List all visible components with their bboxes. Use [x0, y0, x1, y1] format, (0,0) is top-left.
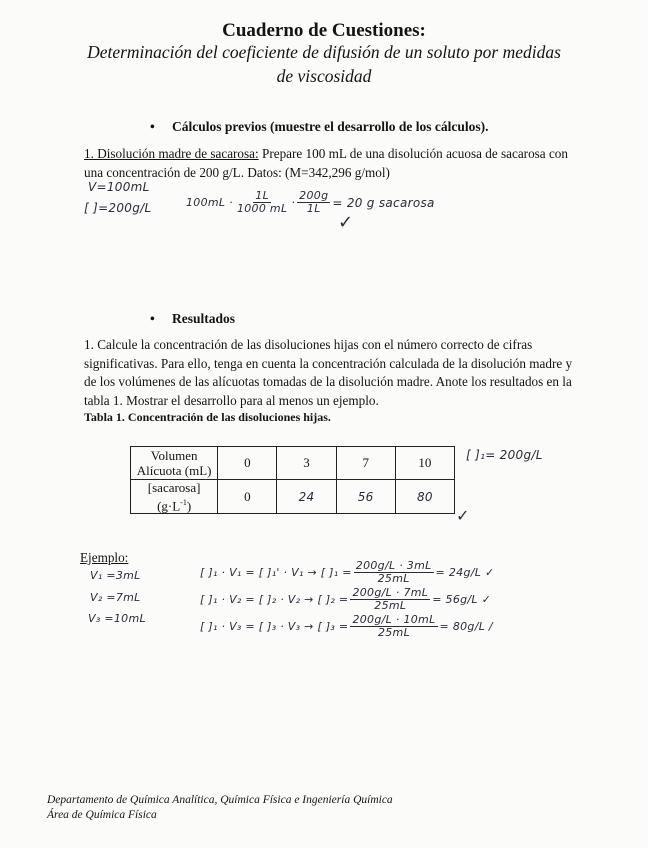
ejemplo-equation-2: [200, 587, 491, 612]
table-header-concentration: [131, 480, 218, 514]
hw-dot: ·: [291, 196, 296, 209]
bullet-icon: •: [150, 311, 155, 326]
item-text-2: una concentración de 200 g/L. Datos: (M=342,296 g/mol): [84, 164, 390, 180]
item-text-1: Prepare 100 mL de una disolución acuosa de sacarosa con: [258, 146, 568, 161]
check-icon: ✓: [338, 212, 354, 233]
eq2-fraction: [350, 587, 430, 612]
eq3-den: 25mL: [377, 626, 410, 639]
table-cell: 0: [218, 480, 277, 514]
table-header-concentration-end: ): [186, 498, 192, 514]
table-header-concentration-line-2: [131, 495, 217, 513]
item-disolucion-madre: [84, 145, 568, 182]
table-cell: 10: [395, 447, 454, 480]
section-heading-calculos-text: Cálculos previos (muestre el desarrollo de los cálculos).: [172, 119, 489, 134]
eq1-den: 25mL: [377, 572, 410, 585]
eq1-lead: [ ]₁ · V₁ = [ ]₁' · V₁ → [ ]₁ =: [200, 566, 352, 579]
table-header-concentration-exponent: -1: [180, 498, 187, 507]
hw-volume: V=100mL: [88, 180, 150, 194]
ejemplo-equation-1: [200, 560, 494, 585]
eq3-num: 200g/L · 10mL: [352, 613, 436, 626]
resultados-line-1: 1. Calcule la concentración de las disoluciones hijas con el número correcto de cifras: [84, 337, 533, 352]
table-row: [131, 480, 455, 514]
eq3-result: = 80g/L /: [439, 620, 493, 633]
page-subtitle: [40, 40, 608, 88]
resultados-line-4: tabla 1. Mostrar el desarrollo para al menos un ejemplo.: [84, 392, 379, 408]
table-side-note: [ ]₁= 200g/L: [466, 448, 543, 462]
resultados-line-2: significativas. Para ello, tenga en cuenta la concentración calculada de la disolución madre y: [84, 355, 573, 371]
ejemplo-volume: V₂ =7mL: [90, 591, 141, 604]
hw-fraction-1-num: 1L: [255, 189, 270, 202]
hw-fraction-1: [235, 190, 289, 215]
eq3-lead: [ ]₁ · V₃ = [ ]₃ · V₃ → [ ]₃ =: [200, 620, 349, 633]
subtitle-line-1: Determinación del coeficiente de difusión de un soluto por medidas: [87, 42, 561, 62]
table-header-volume-line-2: Alícuota (mL): [136, 463, 212, 478]
hw-lead: 100mL ·: [186, 196, 233, 209]
hw-fraction-2-den: 1L: [306, 202, 321, 215]
item-label: 1. Disolución madre de sacarosa:: [84, 146, 259, 161]
table-cell: 24: [277, 480, 336, 514]
concentration-table: [130, 446, 455, 514]
eq2-num: 200g/L · 7mL: [352, 586, 429, 599]
section-heading-calculos: [150, 119, 488, 135]
ejemplo-equation-3: [200, 614, 493, 639]
table-caption: Tabla 1. Concentración de las disoluciones hijas.: [84, 410, 331, 424]
footer-department: Departamento de Química Analítica, Química Física e Ingeniería Química: [47, 794, 393, 806]
bullet-icon: •: [150, 119, 155, 134]
footer-area: Área de Química Física: [47, 809, 157, 821]
eq3-fraction: [350, 614, 437, 639]
footer: [47, 793, 393, 823]
hw-result: = 20 g sacarosa: [332, 195, 435, 210]
resultados-paragraph: [84, 336, 573, 410]
hw-calculation: [186, 190, 435, 215]
table-header-concentration-unit: (g·L: [157, 498, 181, 514]
section-heading-resultados: [150, 311, 235, 327]
table-header-concentration-line-1: [sacarosa]: [147, 480, 201, 495]
eq1-result: = 24g/L ✓: [435, 566, 495, 579]
hw-fraction-2-num: 200g: [299, 189, 329, 202]
hw-fraction-1-den: 1000 mL: [236, 202, 288, 215]
table-header-volume: [131, 447, 218, 480]
eq2-lead: [ ]₁ · V₂ = [ ]₂ · V₂ → [ ]₂ =: [200, 593, 349, 606]
resultados-line-3: de los volúmenes de las alícuotas tomadas de la disolución madre. Anote los resultados en la: [84, 374, 572, 389]
page-title: Cuaderno de Cuestiones:: [222, 20, 426, 41]
table-cell: 80: [395, 480, 454, 514]
ejemplo-volume: V₃ =10mL: [88, 612, 146, 625]
eq1-fraction: [354, 560, 434, 585]
check-icon: ✓: [456, 506, 470, 525]
ejemplo-volume: V₁ =3mL: [90, 569, 141, 582]
hw-fraction-2: [297, 190, 330, 215]
table-cell: 0: [218, 447, 277, 480]
section-heading-resultados-text: Resultados: [172, 311, 236, 326]
eq2-den: 25mL: [374, 599, 407, 612]
table-cell: 56: [336, 480, 395, 514]
table-row: [131, 447, 455, 480]
eq1-num: 200g/L · 3mL: [355, 559, 432, 572]
table-header-volume-line-1: Volumen: [150, 448, 198, 463]
table-cell: 3: [277, 447, 336, 480]
subtitle-line-2: de viscosidad: [276, 66, 372, 86]
hw-concentration: [ ]=200g/L: [84, 201, 152, 215]
ejemplo-label: Ejemplo:: [80, 550, 129, 565]
table-cell: 7: [336, 447, 395, 480]
eq2-result: = 56g/L ✓: [432, 593, 492, 606]
